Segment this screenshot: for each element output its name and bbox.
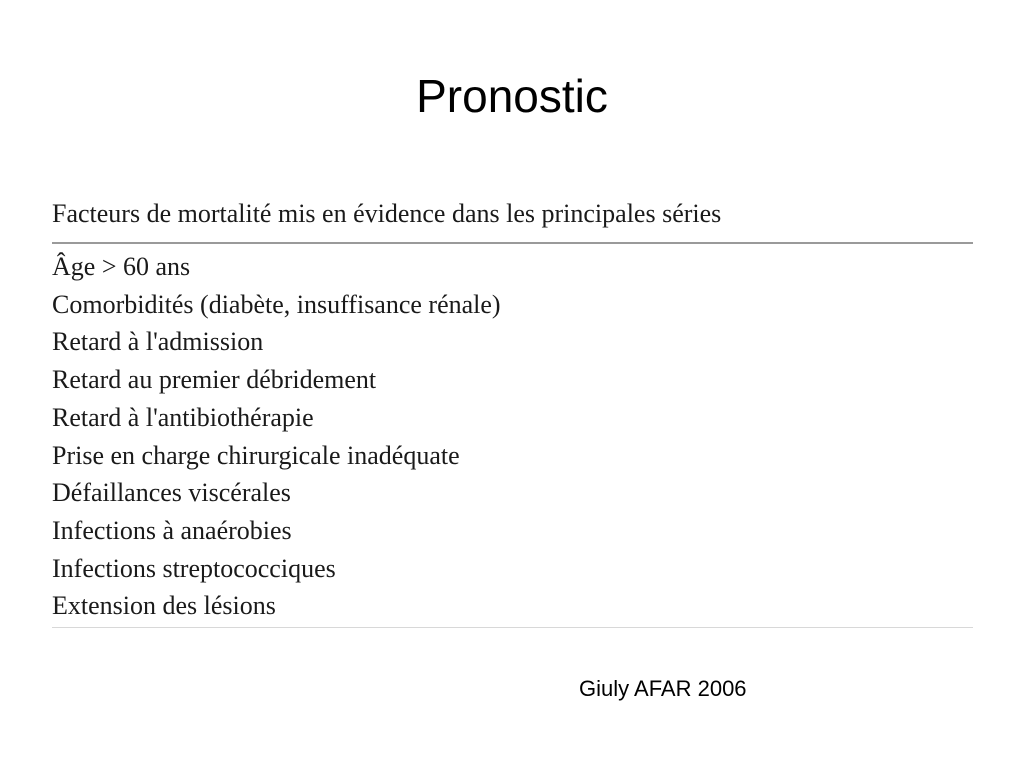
table-rows [52, 244, 973, 628]
table-row: Défaillances viscérales [52, 478, 291, 508]
table-row: Infections streptococciques [52, 553, 336, 583]
table-row: Retard au premier débridement [52, 365, 377, 395]
mortality-factors-table [52, 196, 973, 628]
table-row: Infections à anaérobies [52, 515, 292, 545]
table-row: Comorbidités (diabète, insuffisance rénale) [52, 289, 501, 319]
table-row: Extension des lésions [52, 591, 276, 621]
table-row: Retard à l'antibiothérapie [52, 402, 314, 432]
table-row: Prise en charge chirurgicale inadéquate [52, 440, 460, 470]
table-row: Retard à l'admission [52, 327, 264, 357]
citation-source: Giuly AFAR 2006 [579, 676, 747, 701]
slide-title: Pronostic [416, 70, 608, 122]
table-header: Facteurs de mortalité mis en évidence dans les principales séries [52, 196, 973, 244]
table-row: Âge > 60 ans [52, 252, 191, 281]
